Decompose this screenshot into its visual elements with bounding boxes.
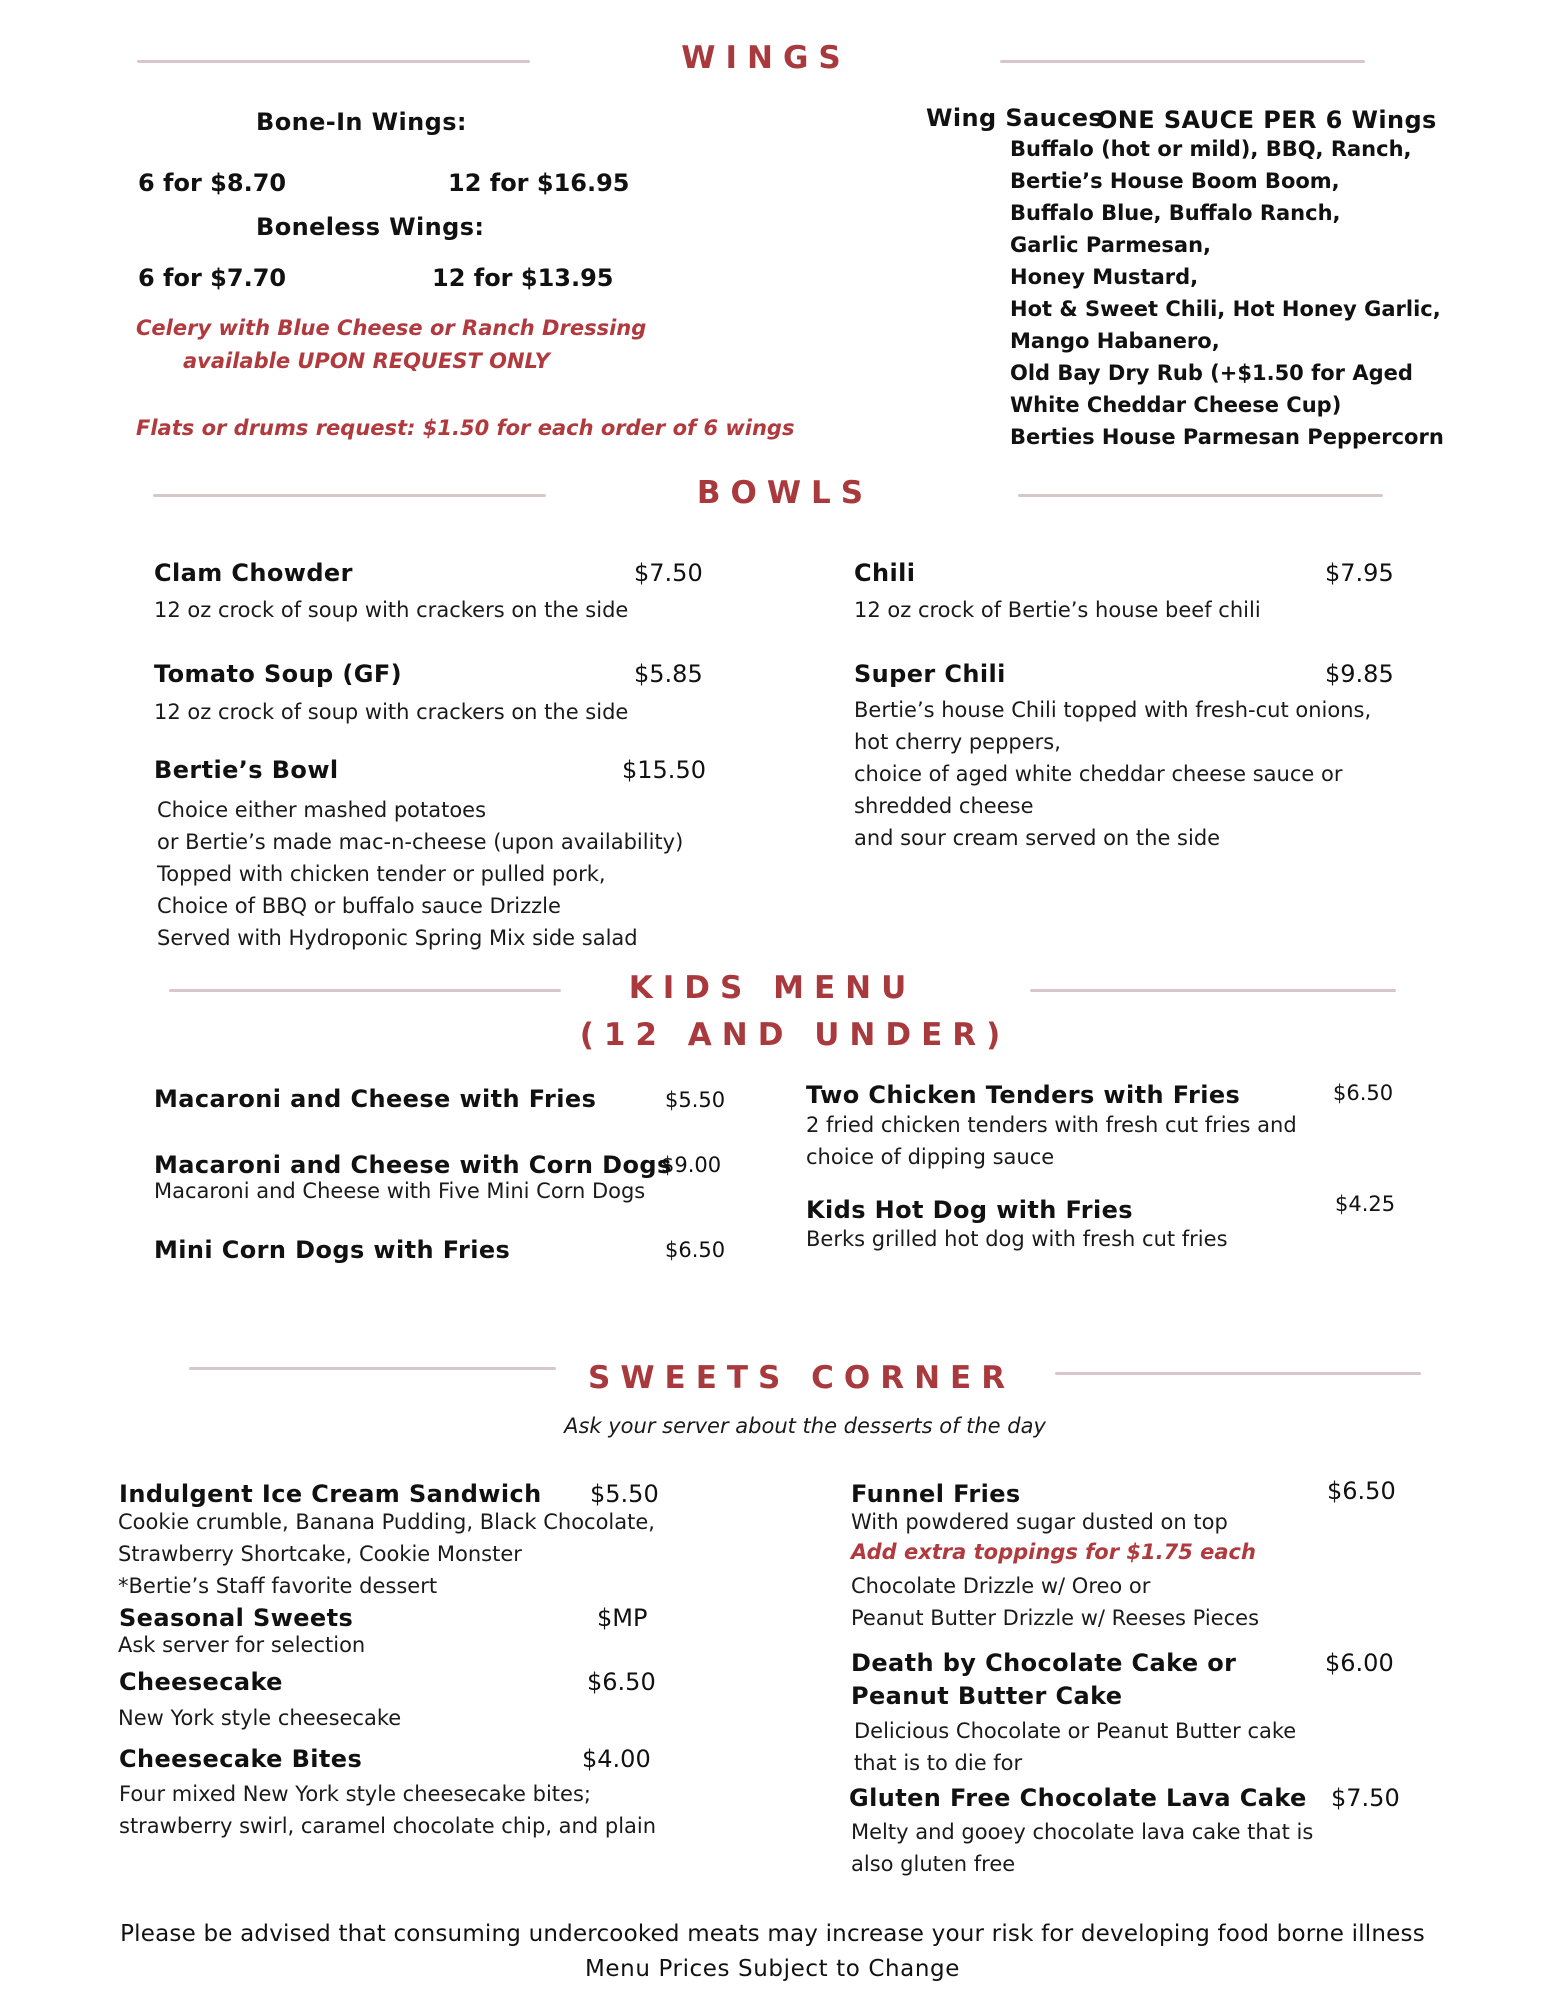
sauce-line: White Cheddar Cheese Cup)	[1010, 393, 1342, 417]
mac-cheese-fries-name: Macaroni and Cheese with Fries	[154, 1085, 597, 1113]
desc-line: that is to die for	[854, 1751, 1023, 1775]
death-by-chocolate-name-line-2: Peanut Butter Cake	[851, 1682, 1123, 1710]
wings-divider-left	[137, 60, 530, 63]
mac-cheese-corn-dogs-price: $9.00	[661, 1153, 722, 1177]
bowls-title: BOWLS	[696, 475, 874, 511]
clam-chowder-name: Clam Chowder	[154, 559, 353, 587]
flats-drums-note: Flats or drums request: $1.50 for each order of 6 wings	[136, 416, 795, 440]
kids-divider-left	[169, 989, 561, 992]
kids-title-line-2: (12 AND UNDER)	[579, 1017, 1011, 1053]
funnel-fries-price: $6.50	[1327, 1477, 1396, 1505]
sauce-line: Mango Habanero,	[1010, 329, 1220, 353]
wing-sauces-label: Wing Sauces	[926, 104, 1104, 132]
super-chili-name: Super Chili	[854, 660, 1006, 688]
funnel-fries-name: Funnel Fries	[851, 1480, 1021, 1508]
desc-line: Chocolate Drizzle w/ Oreo or	[851, 1574, 1151, 1598]
desc-line: Served with Hydroponic Spring Mix side salad	[157, 926, 638, 950]
sauce-line: Garlic Parmesan,	[1010, 233, 1211, 257]
cheesecake-name: Cheesecake	[119, 1668, 283, 1696]
sauce-line: Honey Mustard,	[1010, 265, 1199, 289]
funnel-fries-desc: With powdered sugar dusted on top	[851, 1510, 1228, 1534]
seasonal-sweets-price: $MP	[597, 1604, 648, 1632]
chili-price: $7.95	[1325, 559, 1394, 587]
death-by-chocolate-desc	[854, 1715, 1296, 1779]
kids-hot-dog-price: $4.25	[1335, 1192, 1396, 1216]
sauce-line: Buffalo (hot or mild), BBQ, Ranch,	[1010, 137, 1412, 161]
tomato-soup-desc: 12 oz crock of soup with crackers on the side	[154, 700, 629, 724]
chicken-tenders-desc	[806, 1109, 1297, 1173]
sweets-subtitle: Ask your server about the desserts of the day	[564, 1414, 1046, 1438]
cheesecake-bites-desc	[119, 1778, 656, 1842]
boneless-12-price: 12 for $13.95	[432, 264, 614, 292]
desc-line: Bertie’s house Chili topped with fresh-cut onions,	[854, 698, 1372, 722]
clam-chowder-desc: 12 oz crock of soup with crackers on the side	[154, 598, 629, 622]
lava-cake-name: Gluten Free Chocolate Lava Cake	[849, 1784, 1307, 1812]
clam-chowder-price: $7.50	[634, 559, 703, 587]
mac-cheese-corn-dogs-desc: Macaroni and Cheese with Five Mini Corn Dogs	[154, 1179, 646, 1203]
super-chili-price: $9.85	[1325, 660, 1394, 688]
desc-line: 2 fried chicken tenders with fresh cut fries and	[806, 1113, 1297, 1137]
desc-line: *Bertie’s Staff favorite dessert	[118, 1574, 438, 1598]
ice-cream-sandwich-price: $5.50	[590, 1480, 659, 1508]
desc-line: or Bertie’s made mac-n-cheese (upon availability)	[157, 830, 684, 854]
funnel-fries-options	[851, 1570, 1259, 1634]
price-change-note: Menu Prices Subject to Change	[584, 1956, 960, 1982]
mini-corn-dogs-fries-price: $6.50	[665, 1238, 726, 1262]
desc-line: Melty and gooey chocolate lava cake that is	[851, 1820, 1314, 1844]
chicken-tenders-price: $6.50	[1333, 1081, 1394, 1105]
desc-line: shredded cheese	[854, 794, 1034, 818]
seasonal-sweets-desc: Ask server for selection	[118, 1633, 366, 1657]
cheesecake-bites-name: Cheesecake Bites	[119, 1745, 363, 1773]
celery-note-line-2: available UPON REQUEST ONLY	[183, 349, 550, 373]
sauce-line: Berties House Parmesan Peppercorn	[1010, 425, 1444, 449]
sauce-line: Bertie’s House Boom Boom,	[1010, 169, 1340, 193]
cheesecake-bites-price: $4.00	[582, 1745, 651, 1773]
sweets-divider-right	[1055, 1372, 1421, 1375]
berties-bowl-name: Bertie’s Bowl	[154, 756, 339, 784]
bone-in-6-price: 6 for $8.70	[138, 169, 287, 197]
wings-title: WINGS	[681, 40, 851, 76]
bowls-divider-right	[1018, 494, 1383, 497]
desc-line: choice of dipping sauce	[806, 1145, 1055, 1169]
mac-cheese-fries-price: $5.50	[665, 1088, 726, 1112]
kids-hot-dog-name: Kids Hot Dog with Fries	[806, 1196, 1133, 1224]
super-chili-desc	[854, 694, 1371, 854]
chili-name: Chili	[854, 559, 916, 587]
wing-sauces-rule: ONE SAUCE PER 6 Wings	[1097, 106, 1437, 134]
desc-line: Choice of BBQ or buffalo sauce Drizzle	[157, 894, 561, 918]
sweets-divider-left	[189, 1367, 556, 1370]
desc-line: also gluten free	[851, 1852, 1016, 1876]
desc-line: choice of aged white cheddar cheese sauce or	[854, 762, 1343, 786]
lava-cake-price: $7.50	[1331, 1784, 1400, 1812]
chili-desc: 12 oz crock of Bertie’s house beef chili	[854, 598, 1261, 622]
desc-line: Topped with chicken tender or pulled pork,	[157, 862, 606, 886]
bone-in-12-price: 12 for $16.95	[448, 169, 630, 197]
ice-cream-sandwich-desc	[118, 1506, 655, 1602]
desc-line: Four mixed New York style cheesecake bites;	[119, 1782, 591, 1806]
kids-divider-right	[1030, 989, 1396, 992]
ice-cream-sandwich-name: Indulgent Ice Cream Sandwich	[119, 1480, 542, 1508]
desc-line: Cookie crumble, Banana Pudding, Black Chocolate,	[118, 1510, 655, 1534]
tomato-soup-name: Tomato Soup (GF)	[154, 660, 403, 688]
bowls-divider-left	[153, 494, 546, 497]
boneless-label: Boneless Wings:	[256, 213, 485, 241]
wings-divider-right	[1000, 60, 1365, 63]
cheesecake-desc: New York style cheesecake	[118, 1706, 402, 1730]
bone-in-label: Bone-In Wings:	[256, 108, 467, 136]
desc-line: Strawberry Shortcake, Cookie Monster	[118, 1542, 522, 1566]
desc-line: strawberry swirl, caramel chocolate chip, and plain	[119, 1814, 657, 1838]
desc-line: and sour cream served on the side	[854, 826, 1221, 850]
boneless-6-price: 6 for $7.70	[138, 264, 287, 292]
tomato-soup-price: $5.85	[634, 660, 703, 688]
sweets-title: SWEETS CORNER	[588, 1360, 1016, 1396]
desc-line: Peanut Butter Drizzle w/ Reeses Pieces	[851, 1606, 1260, 1630]
chicken-tenders-name: Two Chicken Tenders with Fries	[806, 1081, 1241, 1109]
food-safety-warning: Please be advised that consuming undercooked meats may increase your risk for developing food borne illness	[120, 1921, 1425, 1947]
kids-title-line-1: KIDS MENU	[628, 970, 917, 1006]
sauce-line: Buffalo Blue, Buffalo Ranch,	[1010, 201, 1341, 225]
wing-sauces-list	[1010, 133, 1444, 453]
sauce-line: Hot & Sweet Chili, Hot Honey Garlic,	[1010, 297, 1441, 321]
lava-cake-desc	[851, 1816, 1313, 1880]
sauce-line: Old Bay Dry Rub (+$1.50 for Aged	[1010, 361, 1413, 385]
berties-bowl-desc	[157, 794, 683, 954]
seasonal-sweets-name: Seasonal Sweets	[119, 1604, 354, 1632]
mac-cheese-corn-dogs-name: Macaroni and Cheese with Corn Dogs	[154, 1151, 672, 1179]
death-by-chocolate-price: $6.00	[1325, 1649, 1394, 1677]
cheesecake-price: $6.50	[587, 1668, 656, 1696]
celery-note-line-1: Celery with Blue Cheese or Ranch Dressing	[136, 316, 647, 340]
desc-line: hot cherry peppers,	[854, 730, 1061, 754]
desc-line: Choice either mashed potatoes	[157, 798, 487, 822]
desc-line: Delicious Chocolate or Peanut Butter cake	[854, 1719, 1297, 1743]
berties-bowl-price: $15.50	[622, 756, 706, 784]
mini-corn-dogs-fries-name: Mini Corn Dogs with Fries	[154, 1236, 511, 1264]
funnel-fries-extra-toppings: Add extra toppings for $1.75 each	[851, 1540, 1256, 1564]
kids-hot-dog-desc: Berks grilled hot dog with fresh cut fries	[806, 1227, 1228, 1251]
death-by-chocolate-name-line-1: Death by Chocolate Cake or	[851, 1649, 1237, 1677]
